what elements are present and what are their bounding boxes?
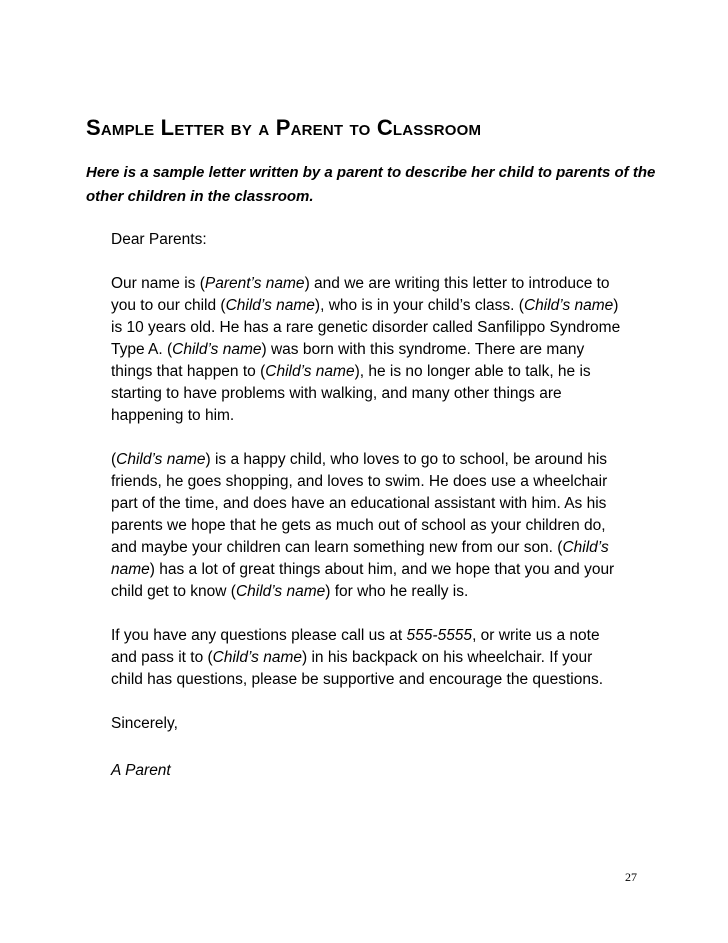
child-name-placeholder: Child’s name — [111, 539, 609, 578]
letter-salutation: Dear Parents: — [111, 231, 207, 248]
page-title: Sample Letter by a Parent to Classroom — [86, 115, 482, 140]
child-name-placeholder: Child’s name — [116, 451, 206, 468]
parent-name-placeholder: Parent’s name — [204, 275, 305, 292]
child-name-placeholder: Child’s name — [225, 297, 315, 314]
letter-body — [111, 229, 626, 735]
letter-paragraph-1: Our name is (Parent’s name) and we are writing this letter to introduce to you to our child (Child’s name), who is in your child’s class. (Child’s name) is 10 years old. He has a rare genetic disorder called Sanfilippo Syndrome Type A. (Child’s name) was born with this syndrome. There are many things that happen to (Child’s name), he is no longer able to talk, he is starting to have problems with walking, and many other things are happening to him. — [111, 275, 621, 424]
child-name-placeholder: Child’s name — [172, 341, 262, 358]
child-name-placeholder: Child’s name — [265, 363, 355, 380]
page-number: 27 — [625, 870, 637, 884]
phone-number: 555-5555 — [406, 627, 473, 644]
letter-paragraph-3: If you have any questions please call us at 555-5555, or write us a note and pass it to (Child’s name) in his backpack on his wheelchair. If your child has questions, please be supportive and encourage the questions. — [111, 627, 604, 688]
letter-signature: A Parent — [111, 762, 171, 779]
intro-text: Here is a sample letter written by a parent to describe her child to parents of the other children in the classroom. — [86, 164, 656, 205]
child-name-placeholder: Child’s name — [235, 583, 326, 600]
child-name-placeholder: Child’s name — [523, 297, 614, 314]
child-name-placeholder: Child’s name — [212, 649, 302, 666]
letter-closing: Sincerely, — [111, 715, 178, 732]
letter-paragraph-2: (Child’s name) is a happy child, who loves to go to school, be around his friends, he goes shopping, and loves to swim. He does use a wheelchair part of the time, and does have an educational assistant with him. As his parents we hope that he gets as much out of school as your children do, and maybe your children can learn something new from our son. (Child’s name) has a lot of great things about him, and we hope that you and your child get to know (Child’s name) for who he really is. — [111, 451, 615, 600]
